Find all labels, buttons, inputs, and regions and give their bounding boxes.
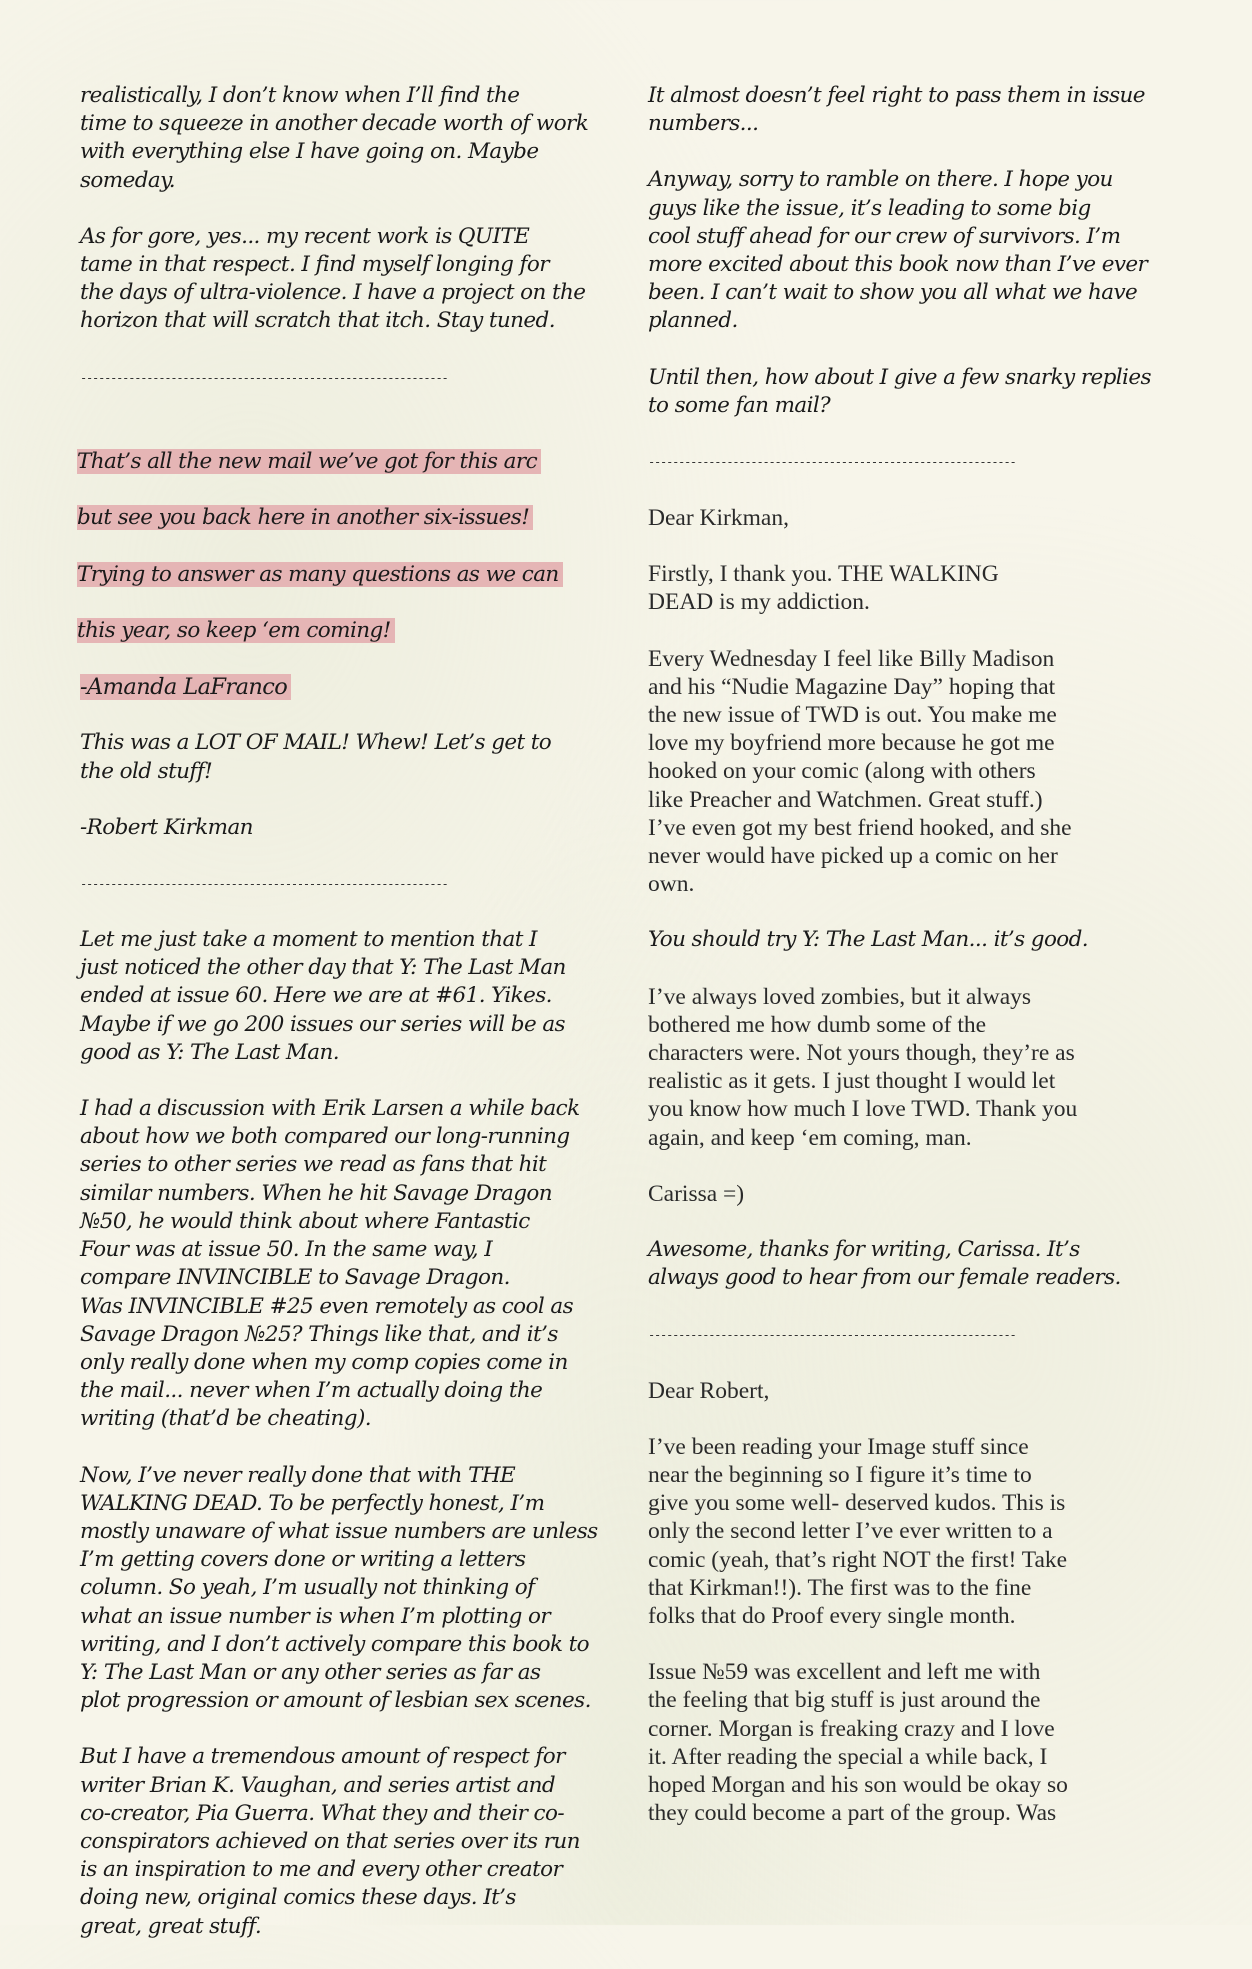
highlight-line: this year, so keep ‘em coming! [77, 618, 395, 643]
kirkman-signature: -Robert Kirkman [80, 814, 253, 840]
letter-paragraph-wednesday: Every Wednesday I feel like Billy Madison and his “Nudie Magazine Day” hoping that the new issue of TWD is out. You make me love my boyfriend more because he got me hooked on your comic (along with others like Preacher and Watchmen. Great stuff.) I’ve even got my best friend hooked, and she never would have picked up a comic on her own. [648, 645, 1072, 898]
highlight-line: That’s all the new mail we’ve got for this arc [77, 449, 541, 474]
letter-paragraph-issue59: Issue №59 was excellent and left me with the feeling that big stuff is just around the corner. Morgan is freaking crazy and I love it. After reading the special a while back, I hoped Morgan and his son would be okay so they could become a part of the group. Was [648, 1659, 1068, 1827]
highlight-line: but see you back here in another six-issues! [77, 505, 533, 530]
letter-paragraph-firstly: Firstly, I thank you. THE WALKING DEAD is my addiction. [648, 561, 999, 616]
paragraph-lot-of-mail: This was a LOT OF MAIL! Whew! Let’s get to the old stuff! [80, 730, 552, 784]
section-divider: ------------------------------------------------------------- [648, 1327, 1016, 1342]
reply-try-y: You should try Y: The Last Man... it’s good. [648, 927, 1089, 953]
letter-signature: Carissa =) [648, 1180, 745, 1207]
right-column [648, 82, 1178, 1855]
amanda-signature-block [80, 673, 610, 701]
letter-salutation: Dear Kirkman, [648, 505, 789, 532]
section-divider: ------------------------------------------------------------- [80, 877, 448, 892]
letter-paragraph-zombies: I’ve always loved zombies, but it always bothered me how dumb some of the characters were. Not yours though, they’re as realistic as it gets. I just thought I would let you know how much I love TWD. Thank you again, and keep ‘em coming, man. [648, 983, 1078, 1151]
letter-salutation: Dear Robert, [648, 1377, 770, 1404]
paragraph-almost: It almost doesn’t feel right to pass them in issue numbers... [648, 83, 1145, 137]
letter-paragraph-image: I’ve been reading your Image stuff since near the beginning so I figure it’s time to give you some well- deserved kudos. This is only the second letter I’ve ever written to a comic (yeah, that’s right NOT the first! Take that Kirkman!!). The first was to the fine folks that do Proof every single month. [648, 1433, 1068, 1629]
paragraph-realistically: realistically, I don’t know when I’ll find the time to squeeze in another decade worth of work with everything else I have going on. Maybe someday. [80, 83, 589, 193]
section-divider: ------------------------------------------------------------- [648, 455, 1016, 470]
paragraph-anyway: Anyway, sorry to ramble on there. I hope you guys like the issue, it’s leading to some big cool stuff ahead for our crew of survivors. I’m more excited about this book now than I’ve ever been. I can’t wait to show you all what we have planned. [648, 167, 1148, 334]
section-divider: ------------------------------------------------------------- [80, 370, 448, 385]
reply-carissa: Awesome, thanks for writing, Carissa. It’s always good to hear from our female readers. [648, 1237, 1121, 1291]
left-column [77, 82, 610, 1969]
paragraph-gore: As for gore, yes... my recent work is QUITE tame in that respect. I find myself longing for the days of ultra-violence. I have a project on the horizon that will scratch that itch. Stay tuned. [80, 223, 586, 334]
paragraph-respect: But I have a tremendous amount of respect for writer Brian K. Vaughan, and series artist and co-creator, Pia Guerra. What they and their co- conspirators achieved on that series over its run is an inspiration to me and every other creator doing new, original comics these days. It’s great, great stuff. [80, 1744, 580, 1939]
paragraph-until: Until then, how about I give a few snarky replies to some fan mail? [648, 364, 1151, 418]
highlight-line: Trying to answer as many questions as we can [77, 562, 563, 587]
highlighted-announcement [77, 420, 610, 646]
paragraph-discussion: I had a discussion with Erik Larsen a while back about how we both compared our long-running series to other series we read as fans that hit similar numbers. When he hit Savage Dragon №50, he would think about where Fantastic Four was at issue 50. In the same way, I compare INVINCIBLE to Savage Dragon. Was INVINCIBLE #25 even remotely as cool as Savage Dragon №25? Things like that, and it’s only really done when my comp copies come in the mail... never when I’m actually doing the writing (that’d be cheating). [80, 1096, 580, 1432]
amanda-signature: -Amanda LaFranco [80, 674, 291, 700]
paragraph-now: Now, I’ve never really done that with THE WALKING DEAD. To be perfectly honest, I’m mostly unaware of what issue numbers are unless I’m getting covers done or writing a letters column. So yeah, I’m usually not thinking of what an issue number is when I’m plotting or writing, and I don’t actively compare this book to Y: The Last Man or any other series as far as plot progression or amount of lesbian sex scenes. [80, 1462, 598, 1714]
paragraph-moment: Let me just take a moment to mention that I just noticed the other day that Y: The Last Man ended at issue 60. Here we are at #61. Yikes. Maybe if we go 200 issues our series will be as good as Y: The Last Man. [80, 927, 566, 1065]
